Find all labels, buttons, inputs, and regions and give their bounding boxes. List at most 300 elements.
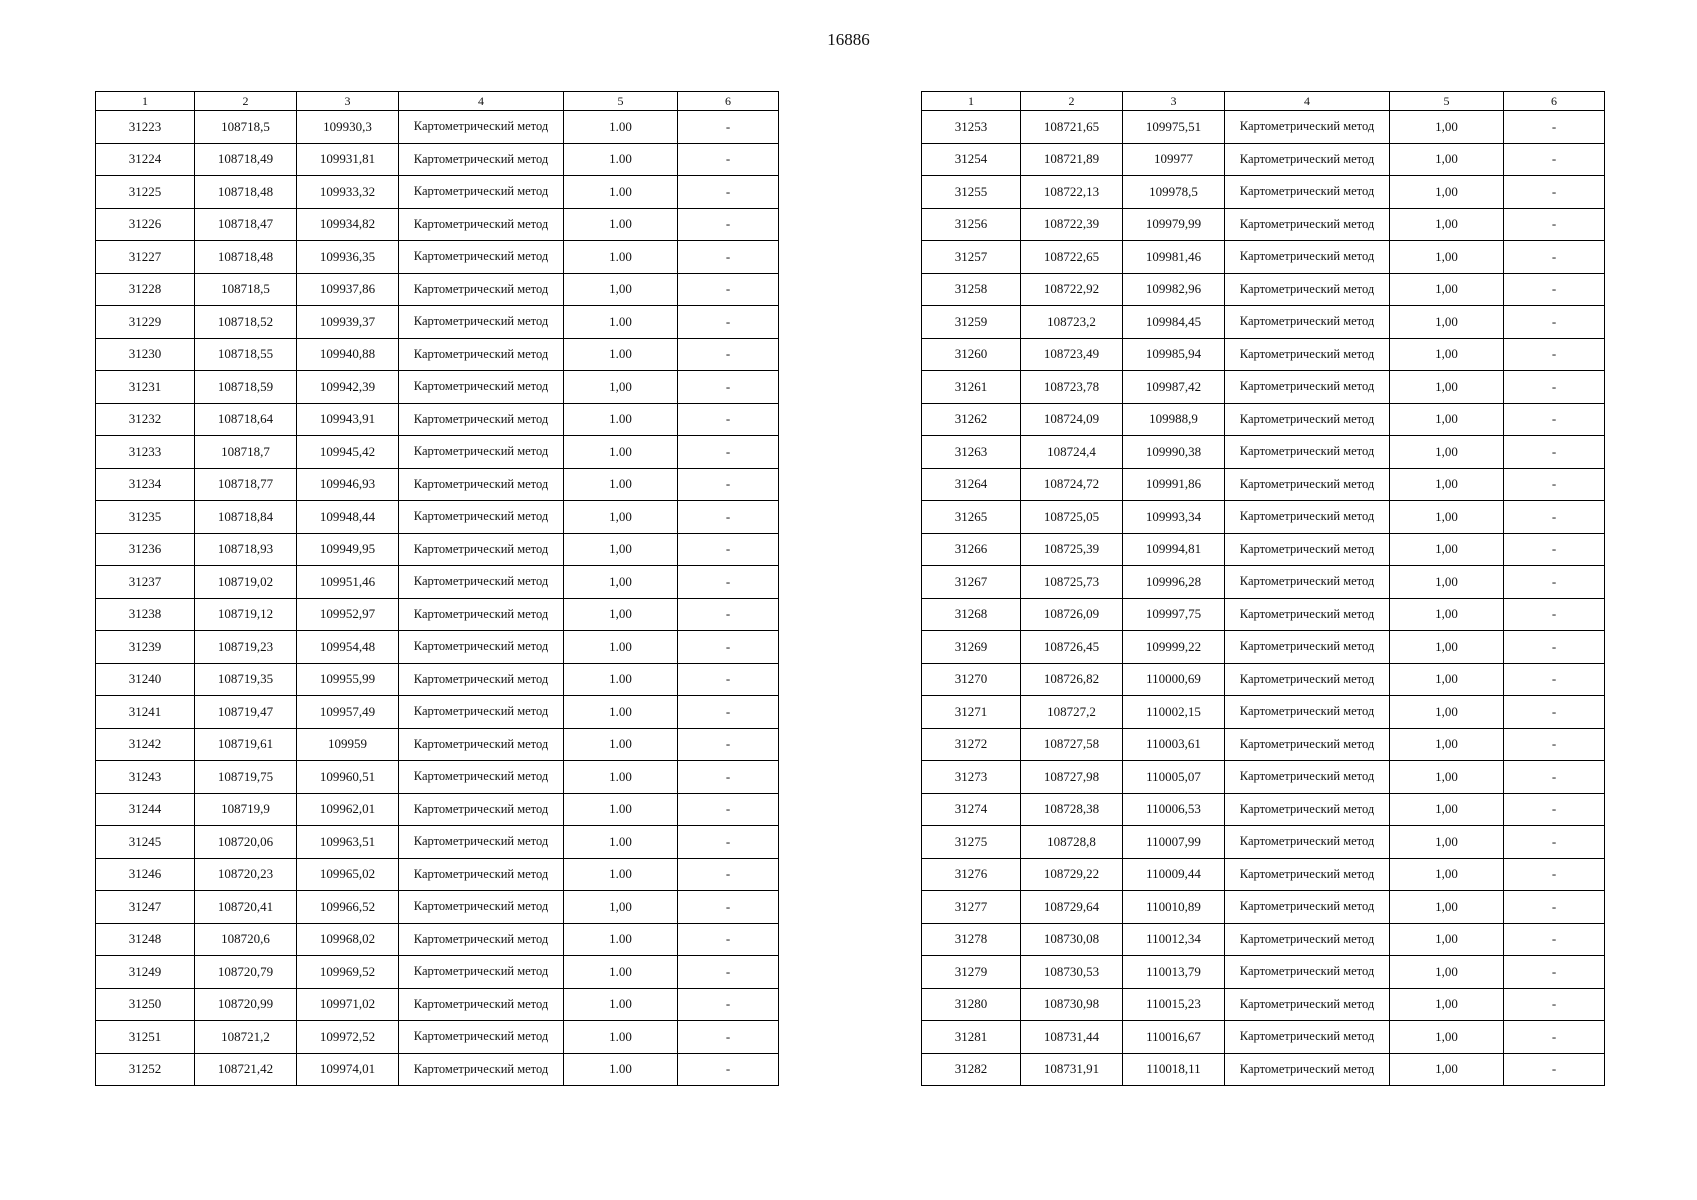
cell-point-number: 31243 <box>96 761 195 794</box>
cell-x-coordinate: 108718,93 <box>195 533 297 566</box>
cell-method: Картометрический метод <box>1225 468 1390 501</box>
cell-x-coordinate: 108718,49 <box>195 143 297 176</box>
cell-y-coordinate: 109968,02 <box>297 923 399 956</box>
cell-point-number: 31226 <box>96 208 195 241</box>
cell-method: Картометрический метод <box>399 468 564 501</box>
cell-x-coordinate: 108722,39 <box>1021 208 1123 241</box>
cell-y-coordinate: 109930,3 <box>297 111 399 144</box>
cell-accuracy: 1,00 <box>1390 1021 1504 1054</box>
table-row <box>96 858 779 891</box>
cell-y-coordinate: 109955,99 <box>297 663 399 696</box>
cell-point-number: 31236 <box>96 533 195 566</box>
cell-description: - <box>678 956 779 989</box>
cell-y-coordinate: 109963,51 <box>297 826 399 859</box>
cell-x-coordinate: 108719,47 <box>195 696 297 729</box>
cell-method: Картометрический метод <box>1225 403 1390 436</box>
column-header-5: 5 <box>564 92 678 111</box>
cell-description: - <box>678 891 779 924</box>
cell-x-coordinate: 108727,98 <box>1021 761 1123 794</box>
cell-x-coordinate: 108730,53 <box>1021 956 1123 989</box>
cell-y-coordinate: 109984,45 <box>1123 306 1225 339</box>
cell-method: Картометрический метод <box>1225 1053 1390 1086</box>
table-row <box>922 793 1605 826</box>
cell-y-coordinate: 110006,53 <box>1123 793 1225 826</box>
cell-point-number: 31260 <box>922 338 1021 371</box>
cell-y-coordinate: 109948,44 <box>297 501 399 534</box>
cell-method: Картометрический метод <box>399 501 564 534</box>
cell-description: - <box>678 208 779 241</box>
cell-method: Картометрический метод <box>1225 241 1390 274</box>
cell-accuracy: 1,00 <box>1390 338 1504 371</box>
cell-y-coordinate: 109931,81 <box>297 143 399 176</box>
cell-x-coordinate: 108719,23 <box>195 631 297 664</box>
cell-description: - <box>678 728 779 761</box>
cell-description: - <box>1504 858 1605 891</box>
cell-point-number: 31233 <box>96 436 195 469</box>
cell-method: Картометрический метод <box>1225 111 1390 144</box>
table-row <box>922 111 1605 144</box>
column-header-5: 5 <box>1390 92 1504 111</box>
cell-accuracy: 1,00 <box>1390 631 1504 664</box>
cell-x-coordinate: 108721,2 <box>195 1021 297 1054</box>
column-header-6: 6 <box>1504 92 1605 111</box>
cell-y-coordinate: 110009,44 <box>1123 858 1225 891</box>
cell-point-number: 31250 <box>96 988 195 1021</box>
table-row <box>96 598 779 631</box>
cell-method: Картометрический метод <box>1225 956 1390 989</box>
cell-accuracy: 1.00 <box>564 858 678 891</box>
cell-x-coordinate: 108718,48 <box>195 241 297 274</box>
cell-point-number: 31247 <box>96 891 195 924</box>
cell-description: - <box>678 1021 779 1054</box>
cell-accuracy: 1,00 <box>1390 761 1504 794</box>
cell-description: - <box>678 696 779 729</box>
cell-description: - <box>678 501 779 534</box>
cell-accuracy: 1.00 <box>564 111 678 144</box>
cell-description: - <box>1504 891 1605 924</box>
cell-x-coordinate: 108718,84 <box>195 501 297 534</box>
cell-accuracy: 1,00 <box>564 273 678 306</box>
cell-point-number: 31263 <box>922 436 1021 469</box>
column-header-3: 3 <box>297 92 399 111</box>
cell-method: Картометрический метод <box>1225 598 1390 631</box>
cell-method: Картометрический метод <box>399 858 564 891</box>
cell-description: - <box>678 111 779 144</box>
cell-description: - <box>1504 533 1605 566</box>
table-header-row <box>922 92 1605 111</box>
table-row <box>922 306 1605 339</box>
table-row <box>96 403 779 436</box>
page-number: 16886 <box>827 30 870 49</box>
column-header-4: 4 <box>399 92 564 111</box>
table-row <box>96 891 779 924</box>
cell-accuracy: 1.00 <box>564 663 678 696</box>
cell-point-number: 31272 <box>922 728 1021 761</box>
cell-x-coordinate: 108719,35 <box>195 663 297 696</box>
table-row <box>922 338 1605 371</box>
cell-y-coordinate: 109954,48 <box>297 631 399 664</box>
cell-method: Картометрический метод <box>399 631 564 664</box>
cell-accuracy: 1,00 <box>1390 208 1504 241</box>
table-row <box>96 696 779 729</box>
cell-method: Картометрический метод <box>1225 533 1390 566</box>
cell-description: - <box>1504 273 1605 306</box>
table-row <box>922 501 1605 534</box>
cell-x-coordinate: 108726,82 <box>1021 663 1123 696</box>
cell-x-coordinate: 108718,5 <box>195 273 297 306</box>
cell-y-coordinate: 109933,32 <box>297 176 399 209</box>
table-row <box>96 826 779 859</box>
column-header-4: 4 <box>1225 92 1390 111</box>
table-row <box>96 111 779 144</box>
cell-x-coordinate: 108726,09 <box>1021 598 1123 631</box>
column-header-2: 2 <box>1021 92 1123 111</box>
cell-x-coordinate: 108721,42 <box>195 1053 297 1086</box>
cell-x-coordinate: 108718,64 <box>195 403 297 436</box>
cell-method: Картометрический метод <box>1225 176 1390 209</box>
cell-method: Картометрический метод <box>1225 631 1390 664</box>
table-row <box>922 241 1605 274</box>
cell-accuracy: 1,00 <box>1390 111 1504 144</box>
cell-description: - <box>678 468 779 501</box>
cell-method: Картометрический метод <box>1225 436 1390 469</box>
cell-x-coordinate: 108723,78 <box>1021 371 1123 404</box>
cell-accuracy: 1,00 <box>1390 891 1504 924</box>
cell-x-coordinate: 108718,7 <box>195 436 297 469</box>
cell-accuracy: 1,00 <box>1390 598 1504 631</box>
cell-accuracy: 1.00 <box>564 761 678 794</box>
cell-description: - <box>1504 306 1605 339</box>
cell-x-coordinate: 108720,23 <box>195 858 297 891</box>
table-row <box>922 956 1605 989</box>
cell-accuracy: 1,00 <box>564 501 678 534</box>
cell-y-coordinate: 109960,51 <box>297 761 399 794</box>
cell-accuracy: 1.00 <box>564 468 678 501</box>
cell-point-number: 31227 <box>96 241 195 274</box>
cell-y-coordinate: 110005,07 <box>1123 761 1225 794</box>
cell-accuracy: 1.00 <box>564 143 678 176</box>
cell-y-coordinate: 109945,42 <box>297 436 399 469</box>
cell-point-number: 31237 <box>96 566 195 599</box>
cell-description: - <box>1504 956 1605 989</box>
cell-point-number: 31267 <box>922 566 1021 599</box>
cell-point-number: 31240 <box>96 663 195 696</box>
cell-description: - <box>1504 566 1605 599</box>
cell-point-number: 31225 <box>96 176 195 209</box>
cell-description: - <box>1504 111 1605 144</box>
cell-y-coordinate: 109965,02 <box>297 858 399 891</box>
cell-y-coordinate: 109971,02 <box>297 988 399 1021</box>
table-row <box>96 793 779 826</box>
cell-description: - <box>678 988 779 1021</box>
cell-point-number: 31231 <box>96 371 195 404</box>
cell-accuracy: 1,00 <box>1390 501 1504 534</box>
cell-method: Картометрический метод <box>1225 371 1390 404</box>
cell-method: Картометрический метод <box>399 306 564 339</box>
table-row <box>96 631 779 664</box>
cell-accuracy: 1.00 <box>564 338 678 371</box>
cell-accuracy: 1,00 <box>1390 176 1504 209</box>
cell-description: - <box>1504 761 1605 794</box>
cell-description: - <box>1504 1021 1605 1054</box>
cell-y-coordinate: 109972,52 <box>297 1021 399 1054</box>
cell-description: - <box>678 858 779 891</box>
cell-point-number: 31270 <box>922 663 1021 696</box>
cell-y-coordinate: 109969,52 <box>297 956 399 989</box>
cell-accuracy: 1,00 <box>1390 241 1504 274</box>
cell-method: Картометрический метод <box>1225 696 1390 729</box>
cell-description: - <box>1504 403 1605 436</box>
cell-method: Картометрический метод <box>1225 306 1390 339</box>
cell-accuracy: 1,00 <box>1390 143 1504 176</box>
cell-x-coordinate: 108719,12 <box>195 598 297 631</box>
table-row <box>922 631 1605 664</box>
cell-y-coordinate: 109946,93 <box>297 468 399 501</box>
cell-method: Картометрический метод <box>399 338 564 371</box>
cell-description: - <box>1504 631 1605 664</box>
cell-method: Картометрический метод <box>399 793 564 826</box>
cell-x-coordinate: 108718,48 <box>195 176 297 209</box>
cell-accuracy: 1.00 <box>564 728 678 761</box>
cell-y-coordinate: 110012,34 <box>1123 923 1225 956</box>
cell-point-number: 31261 <box>922 371 1021 404</box>
cell-x-coordinate: 108728,38 <box>1021 793 1123 826</box>
table-row <box>922 468 1605 501</box>
cell-y-coordinate: 109943,91 <box>297 403 399 436</box>
cell-x-coordinate: 108718,77 <box>195 468 297 501</box>
cell-x-coordinate: 108723,49 <box>1021 338 1123 371</box>
cell-x-coordinate: 108724,72 <box>1021 468 1123 501</box>
table-row <box>96 241 779 274</box>
cell-method: Картометрический метод <box>399 111 564 144</box>
cell-description: - <box>1504 988 1605 1021</box>
cell-x-coordinate: 108731,44 <box>1021 1021 1123 1054</box>
cell-y-coordinate: 109937,86 <box>297 273 399 306</box>
cell-point-number: 31255 <box>922 176 1021 209</box>
table-row <box>96 988 779 1021</box>
cell-y-coordinate: 110007,99 <box>1123 826 1225 859</box>
cell-accuracy: 1,00 <box>1390 403 1504 436</box>
cell-x-coordinate: 108720,99 <box>195 988 297 1021</box>
cell-point-number: 31265 <box>922 501 1021 534</box>
cell-point-number: 31239 <box>96 631 195 664</box>
cell-accuracy: 1.00 <box>564 436 678 469</box>
cell-method: Картометрический метод <box>399 176 564 209</box>
table-row <box>96 176 779 209</box>
cell-y-coordinate: 109987,42 <box>1123 371 1225 404</box>
cell-method: Картометрический метод <box>1225 1021 1390 1054</box>
table-row <box>96 1021 779 1054</box>
cell-point-number: 31228 <box>96 273 195 306</box>
cell-description: - <box>1504 501 1605 534</box>
cell-point-number: 31253 <box>922 111 1021 144</box>
cell-x-coordinate: 108729,22 <box>1021 858 1123 891</box>
cell-x-coordinate: 108719,02 <box>195 566 297 599</box>
cell-method: Картометрический метод <box>399 761 564 794</box>
table-row <box>922 923 1605 956</box>
cell-point-number: 31241 <box>96 696 195 729</box>
cell-method: Картометрический метод <box>399 143 564 176</box>
cell-point-number: 31258 <box>922 273 1021 306</box>
cell-y-coordinate: 109939,37 <box>297 306 399 339</box>
cell-method: Картометрический метод <box>399 241 564 274</box>
cell-point-number: 31251 <box>96 1021 195 1054</box>
cell-point-number: 31246 <box>96 858 195 891</box>
cell-description: - <box>678 176 779 209</box>
cell-description: - <box>678 631 779 664</box>
cell-description: - <box>678 403 779 436</box>
table-row <box>922 436 1605 469</box>
cell-accuracy: 1,00 <box>1390 988 1504 1021</box>
cell-method: Картометрический метод <box>1225 826 1390 859</box>
cell-method: Картометрический метод <box>1225 728 1390 761</box>
cell-description: - <box>678 241 779 274</box>
cell-description: - <box>678 826 779 859</box>
cell-method: Картометрический метод <box>1225 338 1390 371</box>
cell-x-coordinate: 108727,2 <box>1021 696 1123 729</box>
cell-description: - <box>678 598 779 631</box>
cell-point-number: 31257 <box>922 241 1021 274</box>
table-row <box>96 501 779 534</box>
cell-method: Картометрический метод <box>1225 501 1390 534</box>
cell-x-coordinate: 108718,47 <box>195 208 297 241</box>
cell-method: Картометрический метод <box>399 208 564 241</box>
table-header-row <box>96 92 779 111</box>
cell-y-coordinate: 110010,89 <box>1123 891 1225 924</box>
cell-point-number: 31242 <box>96 728 195 761</box>
cell-x-coordinate: 108720,6 <box>195 923 297 956</box>
cell-description: - <box>1504 728 1605 761</box>
table-row <box>922 143 1605 176</box>
cell-y-coordinate: 109942,39 <box>297 371 399 404</box>
table-row <box>922 891 1605 924</box>
cell-description: - <box>678 663 779 696</box>
cell-accuracy: 1,00 <box>1390 728 1504 761</box>
table-row <box>922 598 1605 631</box>
cell-method: Картометрический метод <box>399 1053 564 1086</box>
cell-method: Картометрический метод <box>399 988 564 1021</box>
cell-point-number: 31262 <box>922 403 1021 436</box>
table-row <box>96 273 779 306</box>
cell-y-coordinate: 109951,46 <box>297 566 399 599</box>
column-header-1: 1 <box>922 92 1021 111</box>
cell-method: Картометрический метод <box>399 696 564 729</box>
cell-x-coordinate: 108730,98 <box>1021 988 1123 1021</box>
table-row <box>96 566 779 599</box>
cell-description: - <box>678 338 779 371</box>
cell-accuracy: 1,00 <box>1390 566 1504 599</box>
cell-point-number: 31232 <box>96 403 195 436</box>
cell-x-coordinate: 108720,79 <box>195 956 297 989</box>
cell-point-number: 31281 <box>922 1021 1021 1054</box>
cell-method: Картометрический метод <box>1225 663 1390 696</box>
cell-point-number: 31235 <box>96 501 195 534</box>
cell-accuracy: 1.00 <box>564 241 678 274</box>
cell-x-coordinate: 108719,61 <box>195 728 297 761</box>
table-row <box>922 988 1605 1021</box>
cell-point-number: 31275 <box>922 826 1021 859</box>
cell-method: Картометрический метод <box>399 826 564 859</box>
cell-method: Картометрический метод <box>399 728 564 761</box>
cell-y-coordinate: 109952,97 <box>297 598 399 631</box>
cell-x-coordinate: 108722,65 <box>1021 241 1123 274</box>
cell-x-coordinate: 108721,65 <box>1021 111 1123 144</box>
cell-x-coordinate: 108720,41 <box>195 891 297 924</box>
cell-x-coordinate: 108718,5 <box>195 111 297 144</box>
cell-accuracy: 1,00 <box>1390 858 1504 891</box>
cell-method: Картометрический метод <box>399 891 564 924</box>
cell-point-number: 31229 <box>96 306 195 339</box>
cell-description: - <box>678 566 779 599</box>
cell-point-number: 31234 <box>96 468 195 501</box>
cell-x-coordinate: 108725,39 <box>1021 533 1123 566</box>
cell-y-coordinate: 109959 <box>297 728 399 761</box>
cell-description: - <box>1504 371 1605 404</box>
cell-method: Картометрический метод <box>399 1021 564 1054</box>
cell-accuracy: 1,00 <box>1390 436 1504 469</box>
table-row <box>96 956 779 989</box>
table-row <box>922 761 1605 794</box>
cell-description: - <box>678 1053 779 1086</box>
table-row <box>922 696 1605 729</box>
cell-description: - <box>1504 923 1605 956</box>
cell-point-number: 31248 <box>96 923 195 956</box>
cell-point-number: 31277 <box>922 891 1021 924</box>
cell-method: Картометрический метод <box>1225 566 1390 599</box>
cell-x-coordinate: 108726,45 <box>1021 631 1123 664</box>
cell-method: Картометрический метод <box>1225 793 1390 826</box>
cell-x-coordinate: 108725,05 <box>1021 501 1123 534</box>
cell-accuracy: 1.00 <box>564 208 678 241</box>
cell-y-coordinate: 109997,75 <box>1123 598 1225 631</box>
table-row <box>922 728 1605 761</box>
table-row <box>922 1053 1605 1086</box>
table-row <box>922 858 1605 891</box>
cell-point-number: 31266 <box>922 533 1021 566</box>
cell-method: Картометрический метод <box>399 956 564 989</box>
cell-y-coordinate: 110018,11 <box>1123 1053 1225 1086</box>
table-row <box>922 371 1605 404</box>
cell-description: - <box>1504 241 1605 274</box>
coordinates-table-left <box>95 91 779 1086</box>
cell-description: - <box>678 273 779 306</box>
table-row <box>96 371 779 404</box>
cell-method: Картометрический метод <box>399 598 564 631</box>
cell-x-coordinate: 108727,58 <box>1021 728 1123 761</box>
cell-accuracy: 1,00 <box>564 566 678 599</box>
cell-point-number: 31264 <box>922 468 1021 501</box>
cell-accuracy: 1,00 <box>1390 663 1504 696</box>
cell-x-coordinate: 108730,08 <box>1021 923 1123 956</box>
cell-accuracy: 1.00 <box>564 1021 678 1054</box>
cell-accuracy: 1.00 <box>564 1053 678 1086</box>
table-row <box>96 468 779 501</box>
cell-y-coordinate: 109934,82 <box>297 208 399 241</box>
cell-method: Картометрический метод <box>399 566 564 599</box>
cell-y-coordinate: 109996,28 <box>1123 566 1225 599</box>
cell-point-number: 31254 <box>922 143 1021 176</box>
cell-y-coordinate: 109993,34 <box>1123 501 1225 534</box>
cell-accuracy: 1,00 <box>1390 793 1504 826</box>
cell-description: - <box>1504 176 1605 209</box>
cell-method: Картометрический метод <box>399 436 564 469</box>
cell-y-coordinate: 109994,81 <box>1123 533 1225 566</box>
cell-accuracy: 1,00 <box>564 533 678 566</box>
cell-accuracy: 1,00 <box>1390 306 1504 339</box>
cell-point-number: 31280 <box>922 988 1021 1021</box>
table-row <box>96 208 779 241</box>
cell-accuracy: 1,00 <box>1390 468 1504 501</box>
